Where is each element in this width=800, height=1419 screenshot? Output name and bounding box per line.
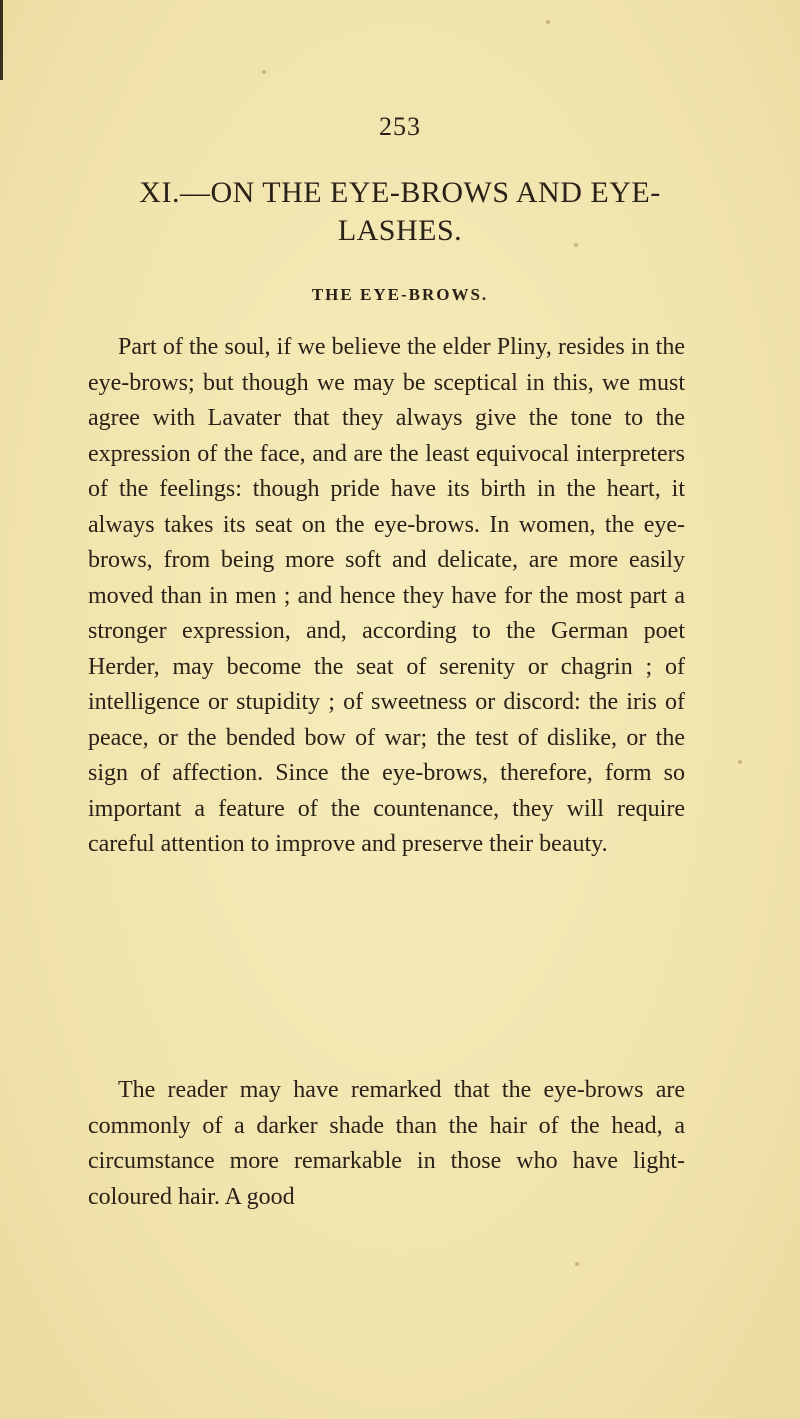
page-number: 253 [379,112,421,141]
paper-speck [546,20,550,24]
paper-speck [574,243,578,247]
page-edge-shadow [0,0,3,80]
paper-speck [262,70,266,74]
paper-speck [738,760,742,764]
body-paragraph: Part of the soul, if we believe the elder Pliny, resides in the eye-brows; but though we may be sceptical in this, we must agree with Lavater that they always give the tone to the expression of the face, and are the least equivocal interpreters of the feelings: though pride have its birth in the heart, it always takes its seat on the eye-brows. In women, the eye-brows, from being more soft and delicate, are more easily moved than in men ; and hence they have for the most part a stronger expression, and, according to the German poet Herder, may become the seat of serenity or chagrin ; of intelligence or stupidity ; of sweetness or discord: the iris of peace, or the bended bow of war; the test of dislike, or the sign of affection. Since the eye-brows, therefore, form so important a feature of the countenance, they will require careful attention to improve and preserve their beauty. [88,334,685,857]
paper-speck [575,1262,579,1266]
body-paragraph: The reader may have remarked that the eye-brows are commonly of a darker shade than the hair of the head, a circumstance more remarkable in those who have light-coloured hair. A good [88,1077,685,1210]
section-heading: THE EYE-BROWS. [311,285,489,304]
chapter-title: XI.—ON THE EYE-BROWS AND EYE-LASHES. [139,176,661,247]
